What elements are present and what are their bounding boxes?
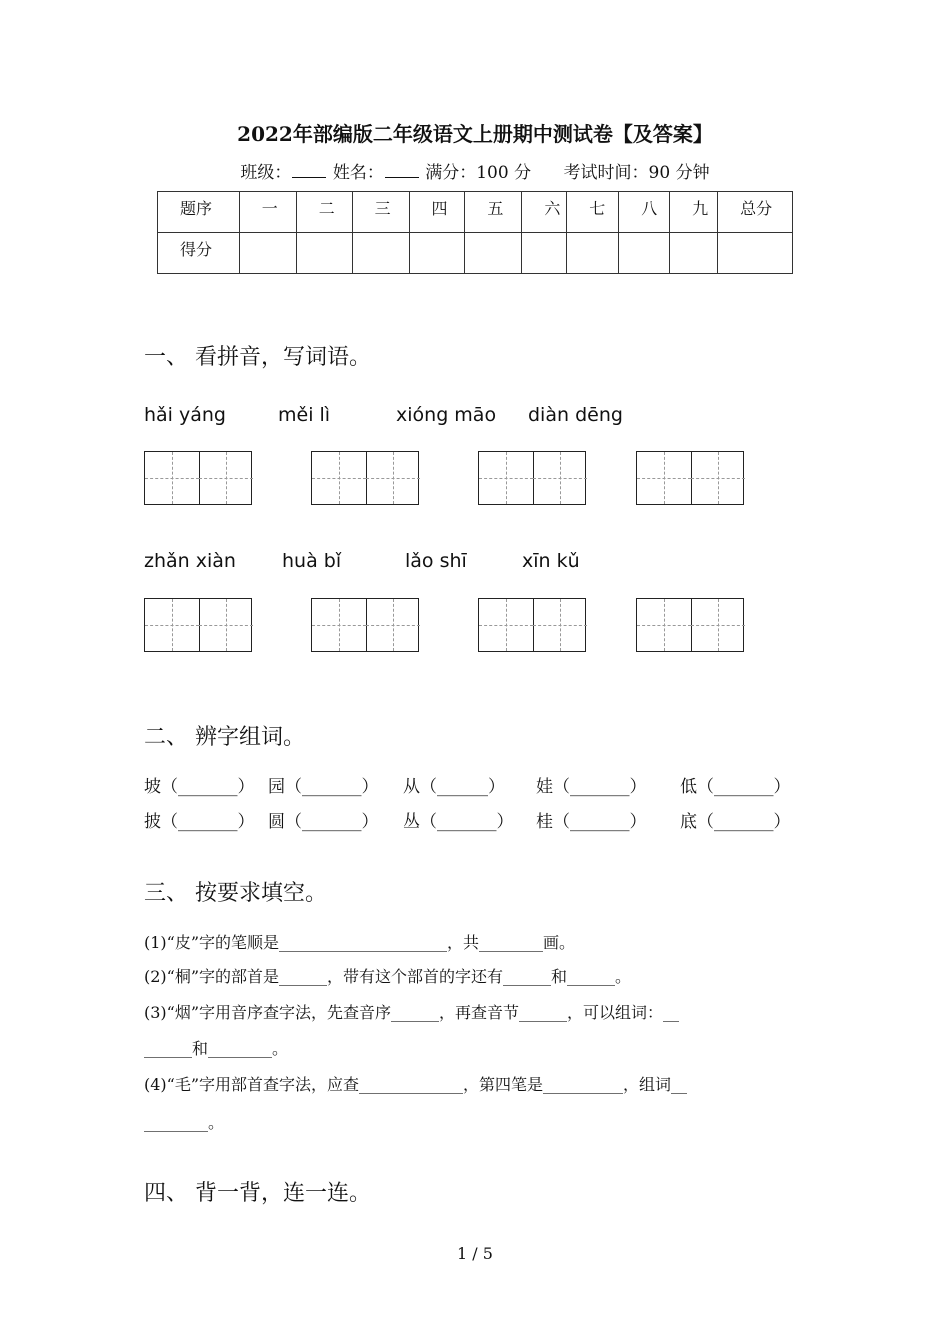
table-cell: 二	[296, 192, 352, 233]
pinyin-label: měi lì	[278, 404, 331, 426]
pinyin-label: xīn kǔ	[522, 550, 580, 572]
score-cell[interactable]	[239, 233, 296, 274]
class-label: 班级：	[240, 163, 292, 183]
score-cell[interactable]	[409, 233, 465, 274]
score-cell[interactable]	[718, 233, 793, 274]
score-table-header-row	[158, 192, 793, 233]
question-line[interactable]: (3)“烟”字用音序查字法，先查音序______，再查音节______，可以组词：__	[144, 1003, 680, 1022]
pinyin-label: huà bǐ	[282, 550, 342, 572]
pinyin-label: diàn dēng	[528, 404, 623, 426]
word-item[interactable]: 底（_______）	[680, 812, 791, 832]
exam-time: 考试时间：90 分钟	[563, 163, 710, 183]
tianzige-box[interactable]	[478, 598, 586, 652]
tianzige-box[interactable]	[144, 598, 252, 652]
question-line[interactable]: ______和________。	[144, 1039, 289, 1058]
table-cell: 四	[409, 192, 465, 233]
score-table-score-row	[158, 233, 793, 274]
page-number: 1 / 5	[457, 1244, 493, 1263]
table-cell: 总分	[718, 192, 793, 233]
pinyin-label: lǎo shī	[405, 550, 467, 572]
table-cell: 八	[619, 192, 670, 233]
tianzige-box[interactable]	[144, 451, 252, 505]
word-item[interactable]: 圆（_______）	[268, 812, 379, 832]
word-item[interactable]: 园（_______）	[268, 777, 379, 797]
tianzige-box[interactable]	[478, 451, 586, 505]
score-cell[interactable]	[522, 233, 567, 274]
table-cell: 七	[567, 192, 619, 233]
full-score: 满分：100 分	[425, 163, 532, 183]
score-cell[interactable]	[567, 233, 619, 274]
tianzige-box[interactable]	[311, 598, 419, 652]
tianzige-box[interactable]	[636, 598, 744, 652]
tianzige-box[interactable]	[636, 451, 744, 505]
class-blank[interactable]	[292, 163, 326, 178]
table-cell: 三	[352, 192, 409, 233]
score-cell[interactable]	[352, 233, 409, 274]
section2-title: 二、 辨字组词。	[144, 725, 305, 750]
table-cell: 九	[670, 192, 718, 233]
score-cell[interactable]	[619, 233, 670, 274]
pinyin-label: xióng māo	[396, 404, 497, 426]
question-line[interactable]: (4)“毛”字用部首查字法，应查_____________，第四笔是__________，组词__	[144, 1075, 688, 1094]
name-blank[interactable]	[385, 163, 419, 178]
word-item[interactable]: 坡（_______）	[144, 777, 255, 797]
section3-title: 三、 按要求填空。	[144, 881, 327, 906]
page-title: 2022年部编版二年级语文上册期中测试卷【及答案】	[237, 122, 713, 146]
score-cell[interactable]	[670, 233, 718, 274]
question-line[interactable]: (2)“桐”字的部首是______，带有这个部首的字还有______和______。	[144, 967, 632, 986]
table-cell: 题序	[158, 192, 240, 233]
word-item[interactable]: 披（_______）	[144, 812, 255, 832]
pinyin-label: hǎi yáng	[144, 404, 226, 426]
pinyin-label: zhǎn xiàn	[144, 550, 236, 572]
question-line[interactable]: ________。	[144, 1113, 225, 1132]
score-cell[interactable]	[296, 233, 352, 274]
table-cell: 一	[239, 192, 296, 233]
table-cell: 得分	[158, 233, 240, 274]
word-item[interactable]: 从（______）	[403, 777, 505, 797]
word-item[interactable]: 低（_______）	[680, 777, 791, 797]
exam-info-line	[0, 158, 950, 183]
section4-title: 四、 背一背，连一连。	[144, 1181, 371, 1206]
name-label: 姓名：	[332, 163, 384, 183]
score-table	[157, 191, 793, 274]
tianzige-box[interactable]	[311, 451, 419, 505]
word-item[interactable]: 桂（_______）	[536, 812, 647, 832]
table-cell: 五	[465, 192, 522, 233]
table-cell: 六	[522, 192, 567, 233]
score-cell[interactable]	[465, 233, 522, 274]
question-line[interactable]: (1)“皮”字的笔顺是_____________________，共________画。	[144, 933, 576, 952]
word-item[interactable]: 丛（_______）	[403, 812, 514, 832]
section1-title: 一、 看拼音，写词语。	[144, 345, 371, 370]
word-item[interactable]: 娃（_______）	[536, 777, 647, 797]
